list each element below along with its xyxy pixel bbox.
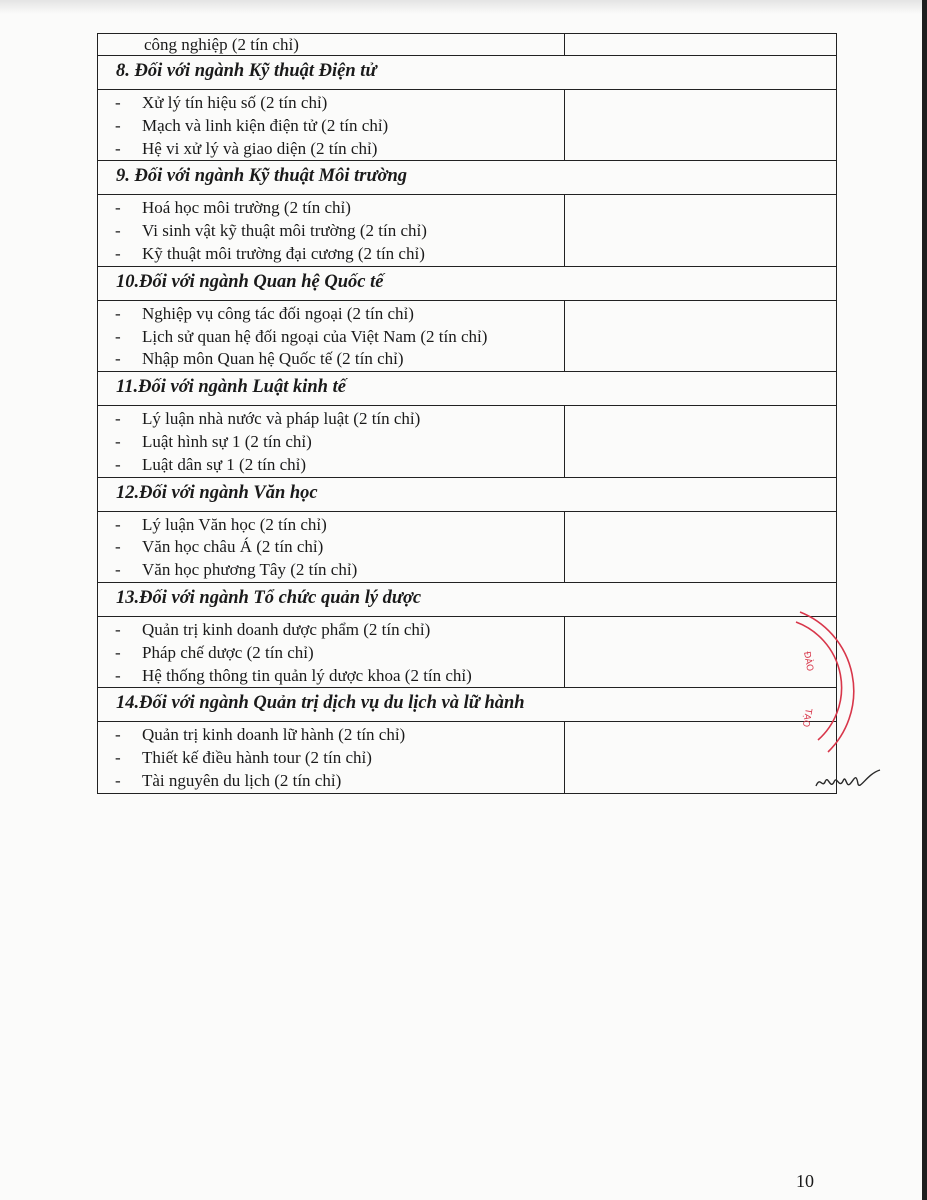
bullet-dash: - xyxy=(115,93,121,112)
list-item xyxy=(115,408,564,431)
list-item xyxy=(115,724,564,747)
subject-list xyxy=(98,616,565,687)
subject-name: Pháp chế dược (2 tín chỉ) xyxy=(142,642,314,662)
subject-name: Luật hình sự 1 (2 tín chỉ) xyxy=(142,431,312,451)
bullet-dash: - xyxy=(115,770,121,790)
svg-text:TẠO: TẠO xyxy=(799,707,813,728)
list-item xyxy=(115,220,564,243)
list-item xyxy=(115,619,564,642)
subject-name: Vi sinh vật kỹ thuật môi trường (2 tín chỉ) xyxy=(142,221,427,241)
bullet-dash: - xyxy=(115,221,121,241)
continuation-text: công nghiệp (2 tín chỉ) xyxy=(98,34,565,56)
list-item xyxy=(115,243,564,266)
bullet-dash: - xyxy=(115,514,121,534)
bullet-dash: - xyxy=(115,619,121,639)
subject-name: Quản trị kinh doanh lữ hành (2 tín chỉ) xyxy=(142,725,406,745)
list-item xyxy=(115,431,564,454)
subject-name: Thiết kế điều hành tour (2 tín chỉ) xyxy=(142,748,372,768)
subject-name: Lý luận Văn học (2 tín chỉ) xyxy=(142,514,327,534)
page-number: 10 xyxy=(796,1171,814,1191)
bullet-dash: - xyxy=(115,560,121,580)
subject-name: Mạch và linh kiện điện tử (2 tín chỉ) xyxy=(142,115,389,135)
list-item xyxy=(115,665,564,688)
list-item xyxy=(115,348,564,371)
bullet-dash: - xyxy=(115,349,121,369)
list-item xyxy=(115,514,564,537)
bullet-dash: - xyxy=(115,748,121,768)
subject-list xyxy=(98,722,565,793)
section-title: 8. Đối với ngành Kỹ thuật Điện tử xyxy=(98,56,837,90)
bullet-dash: - xyxy=(115,665,121,685)
bullet-dash: - xyxy=(115,326,121,346)
section-header-row xyxy=(98,582,837,616)
bullet-dash: - xyxy=(115,243,121,263)
list-item xyxy=(115,559,564,582)
subject-name: Quản trị kinh doanh dược phẩm (2 tín chỉ) xyxy=(142,619,431,639)
section-header-row xyxy=(98,372,837,406)
subject-list xyxy=(98,511,565,582)
bullet-dash: - xyxy=(115,198,121,218)
subject-name: Xử lý tín hiệu số (2 tín chỉ) xyxy=(142,93,328,112)
bullet-dash: - xyxy=(115,537,121,557)
section-items-row xyxy=(98,300,837,371)
section-title: 14.Đối với ngành Quản trị dịch vụ du lịch và lữ hành xyxy=(98,688,837,722)
subject-name: Văn học phương Tây (2 tín chỉ) xyxy=(142,560,358,580)
subject-name: Lịch sử quan hệ đối ngoại của Việt Nam (2 tín chỉ) xyxy=(142,326,488,346)
signature xyxy=(812,762,882,802)
section-items-row xyxy=(98,616,837,687)
section-title: 11.Đối với ngành Luật kinh tế xyxy=(98,372,837,406)
section-items-row xyxy=(98,195,837,266)
subject-name: Hệ thống thông tin quản lý dược khoa (2 tín chỉ) xyxy=(142,665,472,685)
section-items-row xyxy=(98,722,837,793)
section-title: 12.Đối với ngành Văn học xyxy=(98,477,837,511)
section-title: 10.Đối với ngành Quan hệ Quốc tế xyxy=(98,266,837,300)
list-item xyxy=(115,197,564,220)
stamp xyxy=(778,600,868,760)
section-header-row xyxy=(98,161,837,195)
bullet-dash: - xyxy=(115,642,121,662)
section-items-row xyxy=(98,90,837,161)
list-item xyxy=(115,536,564,559)
section-items-row xyxy=(98,511,837,582)
subject-name: Tài nguyên du lịch (2 tín chỉ) xyxy=(142,770,342,790)
bullet-dash: - xyxy=(115,454,121,474)
section-header-row xyxy=(98,56,837,90)
subject-name: Kỹ thuật môi trường đại cương (2 tín chỉ) xyxy=(142,243,425,263)
notes-cell xyxy=(565,195,837,266)
subject-list xyxy=(98,406,565,477)
notes-cell xyxy=(565,300,837,371)
section-header-row xyxy=(98,266,837,300)
bullet-dash: - xyxy=(115,138,121,158)
list-item xyxy=(115,92,564,115)
subject-name: Lý luận nhà nước và pháp luật (2 tín chỉ) xyxy=(142,409,421,429)
list-item xyxy=(115,303,564,326)
notes-cell xyxy=(565,90,837,161)
notes-cell xyxy=(565,511,837,582)
section-header-row xyxy=(98,477,837,511)
section-title: 9. Đối với ngành Kỹ thuật Môi trường xyxy=(98,161,837,195)
subject-name: Luật dân sự 1 (2 tín chỉ) xyxy=(142,454,307,474)
notes-cell xyxy=(565,406,837,477)
list-item xyxy=(115,642,564,665)
subject-name: Hoá học môi trường (2 tín chỉ) xyxy=(142,198,351,218)
list-item xyxy=(115,326,564,349)
subject-list xyxy=(98,300,565,371)
section-items-row xyxy=(98,406,837,477)
stamp-text: ĐÀO xyxy=(801,650,815,673)
subject-name: Nhập môn Quan hệ Quốc tế (2 tín chỉ) xyxy=(142,349,404,369)
subject-list xyxy=(98,90,565,161)
subject-list xyxy=(98,195,565,266)
subject-name: Nghiệp vụ công tác đối ngoại (2 tín chỉ) xyxy=(142,303,414,323)
subject-name: Hệ vi xử lý và giao diện (2 tín chỉ) xyxy=(142,138,378,158)
bullet-dash: - xyxy=(115,431,121,451)
bullet-dash: - xyxy=(115,409,121,429)
list-item xyxy=(115,138,564,161)
bullet-dash: - xyxy=(115,115,121,135)
notes-cell xyxy=(565,34,837,56)
scan-edge-right xyxy=(922,0,927,1200)
scan-edge-top xyxy=(0,0,927,14)
list-item xyxy=(115,747,564,770)
list-item xyxy=(115,115,564,138)
section-title: 13.Đối với ngành Tổ chức quản lý dược xyxy=(98,582,837,616)
list-item xyxy=(115,454,564,477)
bullet-dash: - xyxy=(115,303,121,323)
subjects-table xyxy=(97,33,837,794)
section-header-row xyxy=(98,688,837,722)
subject-name: Văn học châu Á (2 tín chỉ) xyxy=(142,537,324,557)
list-item xyxy=(115,770,564,793)
continuation-row xyxy=(98,34,837,56)
bullet-dash: - xyxy=(115,725,121,745)
